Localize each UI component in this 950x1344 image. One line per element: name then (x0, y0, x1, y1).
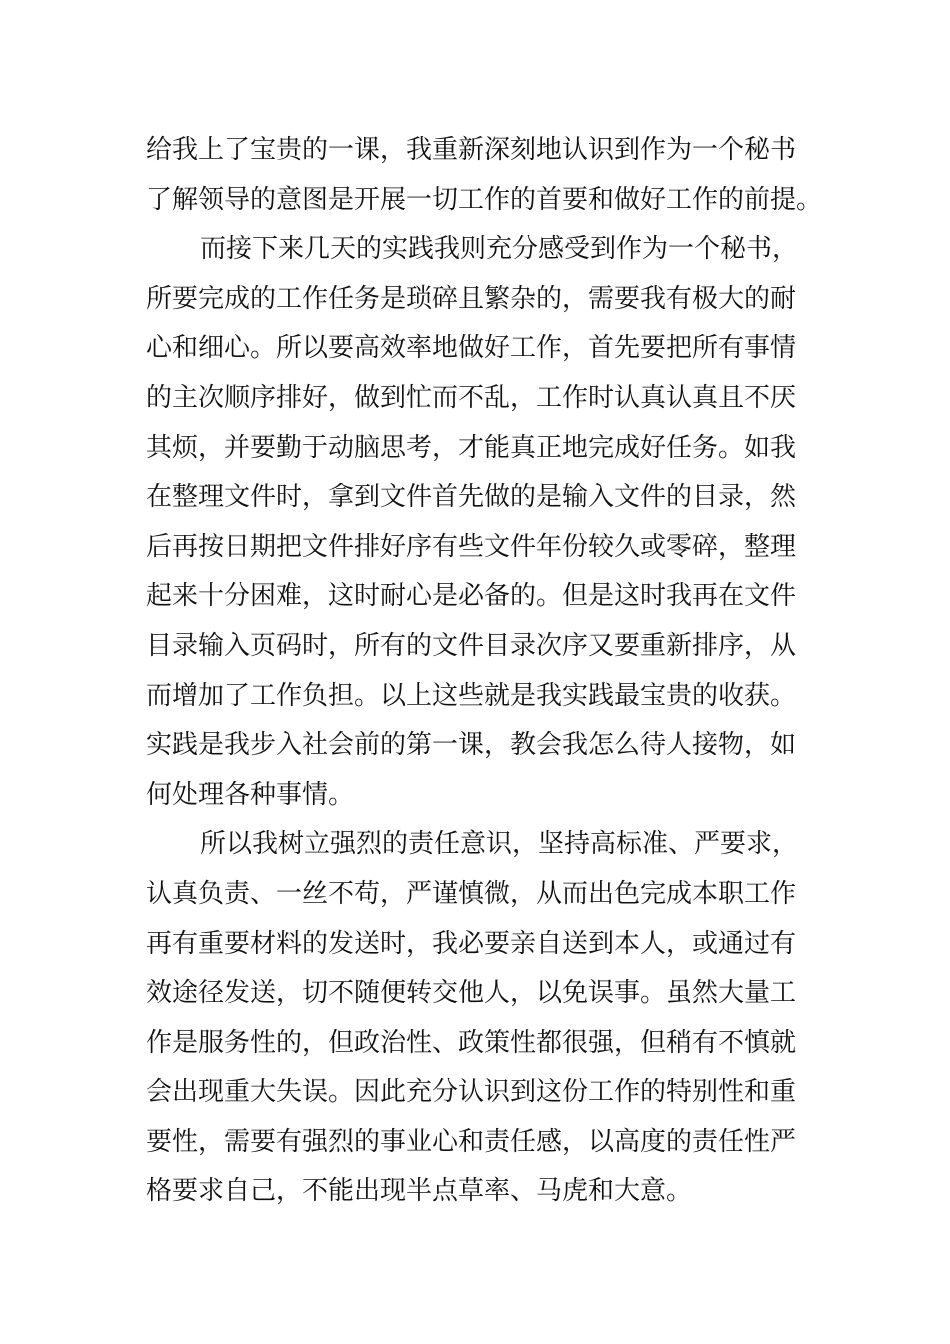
text-line: 目录输入页码时，所有的文件目录次序又要重新排序，从 (146, 630, 797, 661)
text-line: 而增加了工作负担。以上这些就是我实践最宝贵的收获。 (146, 680, 797, 711)
text-line: 后再按日期把文件排好序有些文件年份较久或零碎，整理 (146, 531, 797, 562)
text-line: 给我上了宝贵的一课，我重新深刻地认识到作为一个秘书 (146, 135, 797, 165)
text-line: 会出现重大失误。因此充分认识到这份工作的特别性和重 (146, 1077, 797, 1108)
text-line: 心和细心。所以要高效率地做好工作，首先要把所有事情 (146, 333, 797, 364)
text-line: 实践是我步入社会前的第一课，教会我怎么待人接物，如 (146, 730, 797, 761)
text-line: 了解领导的意图是开展一切工作的首要和做好工作的前提。 (146, 184, 823, 215)
text-line: 认真负责、一丝不苟，严谨慎微，从而出色完成本职工作 (146, 878, 797, 909)
text-line: 再有重要材料的发送时，我必要亲自送到本人，或通过有 (146, 928, 797, 959)
body-text (146, 126, 823, 1217)
text-line: 何处理各种事情。 (146, 779, 355, 810)
text-line: 在整理文件时，拿到文件首先做的是输入文件的目录，然 (146, 482, 797, 513)
text-line: 其烦，并要勤于动脑思考，才能真正地完成好任务。如我 (146, 432, 797, 463)
paragraph-start-line: 所以我树立强烈的责任意识，坚持高标准、严要求， (200, 829, 799, 860)
text-line: 要性，需要有强烈的事业心和责任感，以高度的责任性严 (146, 1126, 797, 1157)
text-line: 的主次顺序排好，做到忙而不乱，工作时认真认真且不厌 (146, 382, 797, 413)
text-line: 格要求自己，不能出现半点草率、马虎和大意。 (146, 1176, 693, 1207)
text-line: 所要完成的工作任务是琐碎且繁杂的，需要我有极大的耐 (146, 283, 797, 314)
text-line: 起来十分困难，这时耐心是必备的。但是这时我再在文件 (146, 581, 797, 612)
paragraph-start-line: 而接下来几天的实践我则充分感受到作为一个秘书， (200, 234, 799, 265)
text-line: 效途径发送，切不随便转交他人，以免误事。虽然大量工 (146, 978, 797, 1009)
text-line: 作是服务性的，但政治性、政策性都很强，但稍有不慎就 (146, 1027, 797, 1058)
